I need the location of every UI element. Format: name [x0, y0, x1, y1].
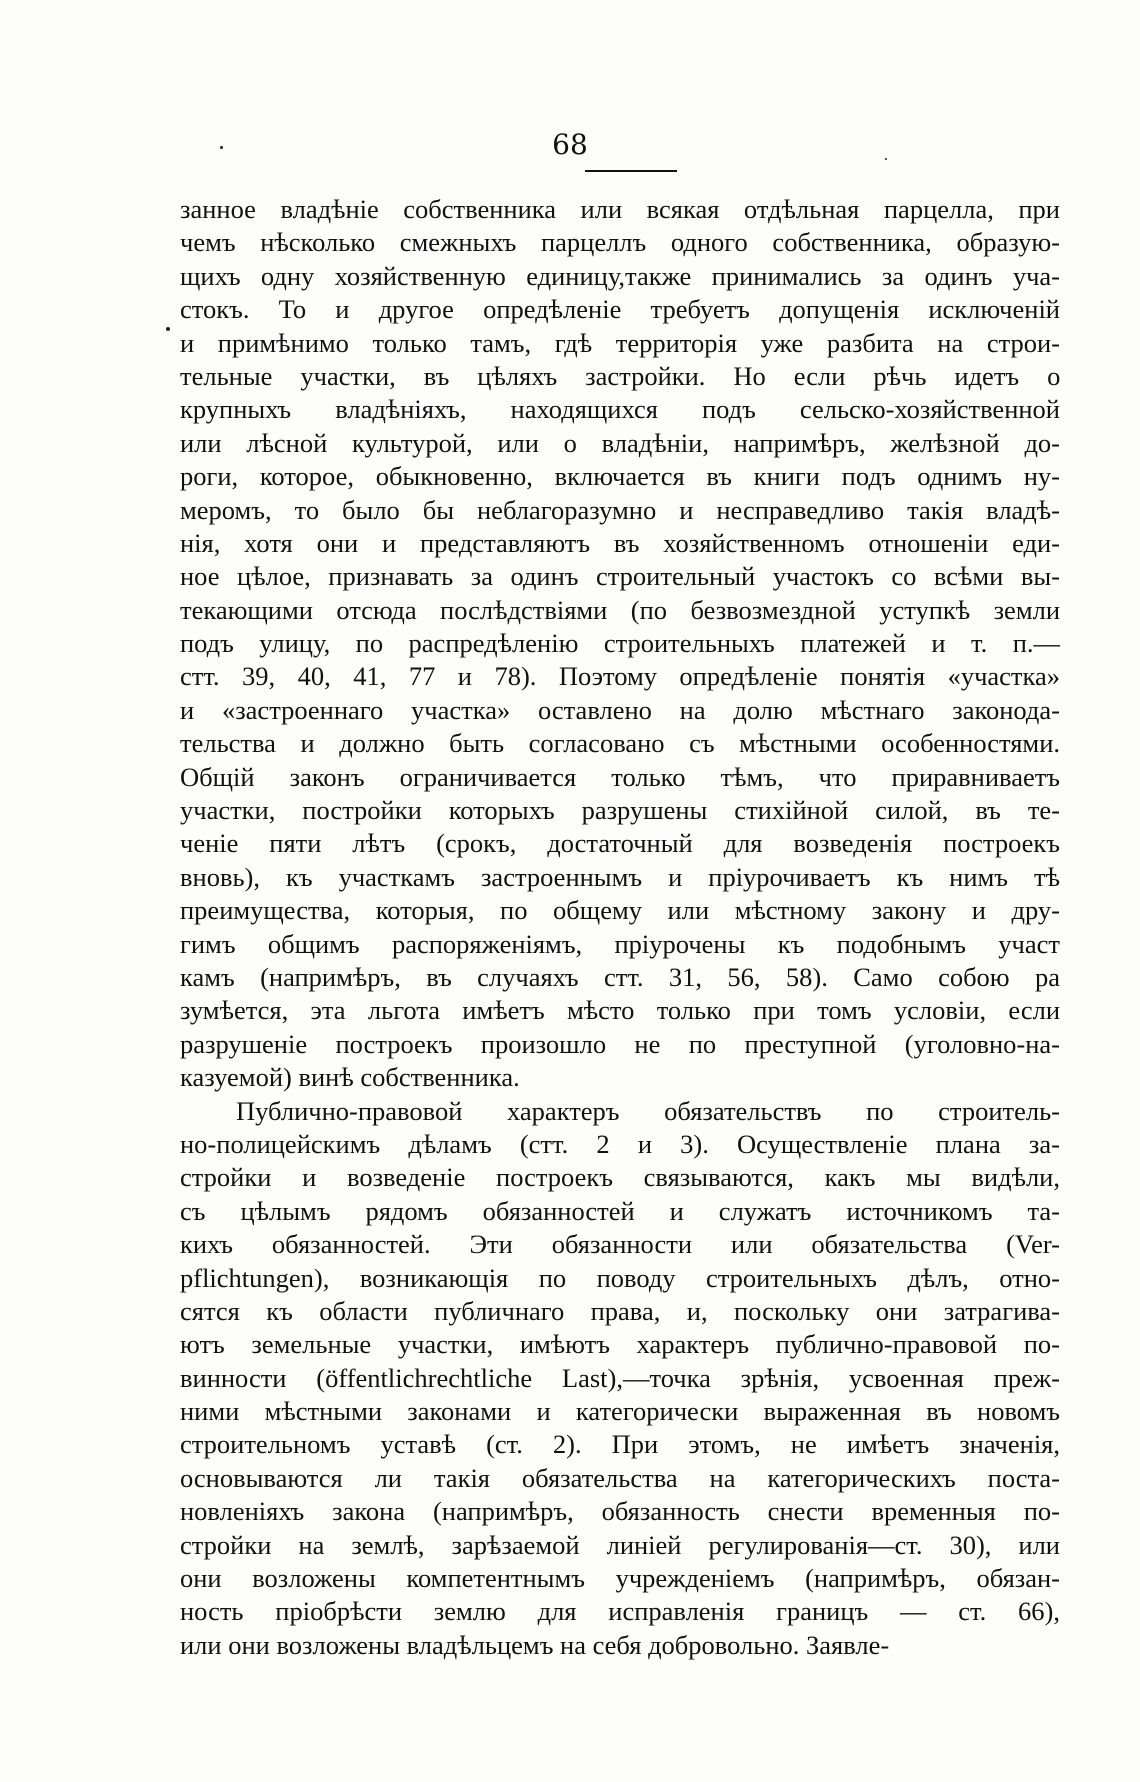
text-line: разрушеніе построекъ произошло не по преступной (уголовно-на- — [180, 1028, 1060, 1059]
page-number-rule — [585, 170, 677, 172]
text-line: винности (öffentlichrechtliche Last),—точка зрѣнія, усвоенная преж- — [180, 1362, 1060, 1393]
text-line: сятся къ области публичнаго права, и, поскольку они затрагива- — [180, 1295, 1060, 1326]
text-line: съ цѣлымъ рядомъ обязанностей и служатъ источникомъ та- — [180, 1195, 1060, 1226]
text-line: стройки и возведеніе построекъ связываются, какъ мы видѣли, — [180, 1162, 1060, 1193]
text-line: ное цѣлое, признавать за одинъ строительный участокъ со всѣми вы- — [180, 561, 1060, 592]
text-line: новленіяхъ закона (напримѣръ, обязанность снести временныя по- — [180, 1496, 1060, 1527]
text-line: камъ (напримѣръ, въ случаяхъ стт. 31, 56, 58). Само собою ра — [180, 961, 1060, 992]
text-line: нія, хотя они и представляютъ въ хозяйственномъ отношеніи еди- — [180, 527, 1060, 558]
text-line: подъ улицу, по распредѣленію строительныхъ платежей и т. п.— — [180, 628, 1060, 659]
text-line: вновь), къ участкамъ застроеннымъ и пріурочиваетъ къ нимъ тѣ — [180, 861, 1060, 892]
text-line: и примѣнимо только тамъ, гдѣ территорія уже разбита на строи- — [180, 327, 1060, 358]
paragraph-2 — [180, 1095, 1060, 1663]
text-line: или лѣсной культурой, или о владѣніи, напримѣръ, желѣзной до- — [180, 427, 1060, 458]
text-line: но-полицейскимъ дѣламъ (стт. 2 и 3). Осуществленіе плана за- — [180, 1128, 1060, 1159]
text-line: стт. 39, 40, 41, 77 и 78). Поэтому опредѣленіе понятія «участка» — [180, 661, 1060, 692]
text-line: они возложены компетентнымъ учрежденіемъ (напримѣръ, обязан- — [180, 1563, 1060, 1594]
text-line: меромъ, то было бы неблагоразумно и несправедливо такія владѣ- — [180, 494, 1060, 525]
text-line: ность пріобрѣсти землю для исправленія границъ — ст. 66), — [180, 1596, 1060, 1627]
text-line: ченіе пяти лѣтъ (срокъ, достаточный для возведенія построекъ — [180, 828, 1060, 859]
text-line: зумѣется, эта льгота имѣетъ мѣсто только при томъ условіи, если — [180, 995, 1060, 1026]
text-line: ютъ земельные участки, имѣютъ характеръ публично-правовой по- — [180, 1329, 1060, 1360]
text-line: роги, которое, обыкновенно, включается въ книги подъ однимъ ну- — [180, 461, 1060, 492]
scan-speck — [885, 158, 887, 160]
text-line: или они возложены владѣльцемъ на себя добровольно. Заявле- — [180, 1629, 890, 1660]
text-line: текающими отсюда послѣдствіями (по безвозмездной уступкѣ земли — [180, 594, 1060, 625]
text-line: тельные участки, въ цѣляхъ застройки. Но если рѣчь идетъ о — [180, 360, 1060, 391]
text-line: строительномъ уставѣ (ст. 2). При этомъ, не имѣетъ значенія, — [180, 1429, 1060, 1460]
text-line: основываются ли такія обязательства на категорическихъ поста- — [180, 1462, 1060, 1493]
text-line: и «застроеннаго участка» оставлено на долю мѣстнаго законода- — [180, 694, 1060, 725]
text-line: стройки на землѣ, зарѣзаемой линіей регулированія—ст. 30), или — [180, 1529, 1060, 1560]
text-line: щихъ одну хозяйственную единицу,также принимались за одинъ уча- — [180, 260, 1060, 291]
scan-speck — [220, 146, 223, 149]
text-line: pflichtungen), возникающія по поводу строительныхъ дѣлъ, отно- — [180, 1262, 1060, 1293]
paragraph-1 — [180, 193, 1060, 1095]
text-line: занное владѣніе собственника или всякая отдѣльная парцелла, при — [180, 194, 1060, 224]
text-line: крупныхъ владѣніяхъ, находящихся подъ сельско-хозяйственной — [180, 394, 1060, 425]
page-number: 68 — [552, 128, 588, 161]
text-line: участки, постройки которыхъ разрушены стихійной силой, въ те- — [180, 795, 1060, 826]
text-line: чемъ нѣсколько смежныхъ парцеллъ одного собственника, образую- — [180, 227, 1060, 258]
scan-speck — [166, 327, 170, 331]
text-line: Публично-правовой характеръ обязательствъ по строитель- — [236, 1095, 1060, 1126]
text-line: преимущества, которыя, по общему или мѣстному закону и дру- — [180, 895, 1060, 926]
text-line: кихъ обязанностей. Эти обязанности или обязательства (Ver- — [180, 1229, 1060, 1260]
text-line: гимъ общимъ распоряженіямъ, пріурочены къ подобнымъ участ — [180, 928, 1060, 959]
page-body — [180, 193, 1060, 1662]
text-line: Общій законъ ограничивается только тѣмъ, что приравниваетъ — [180, 761, 1060, 792]
text-line: ними мѣстными законами и категорически выраженная въ новомъ — [180, 1396, 1060, 1427]
text-line: стокъ. То и другое опредѣленіе требуетъ допущенія исключеній — [180, 294, 1060, 325]
text-line: тельства и должно быть согласовано съ мѣстными особенностями. — [180, 728, 1060, 759]
text-line: казуемой) винѣ собственника. — [180, 1062, 520, 1093]
